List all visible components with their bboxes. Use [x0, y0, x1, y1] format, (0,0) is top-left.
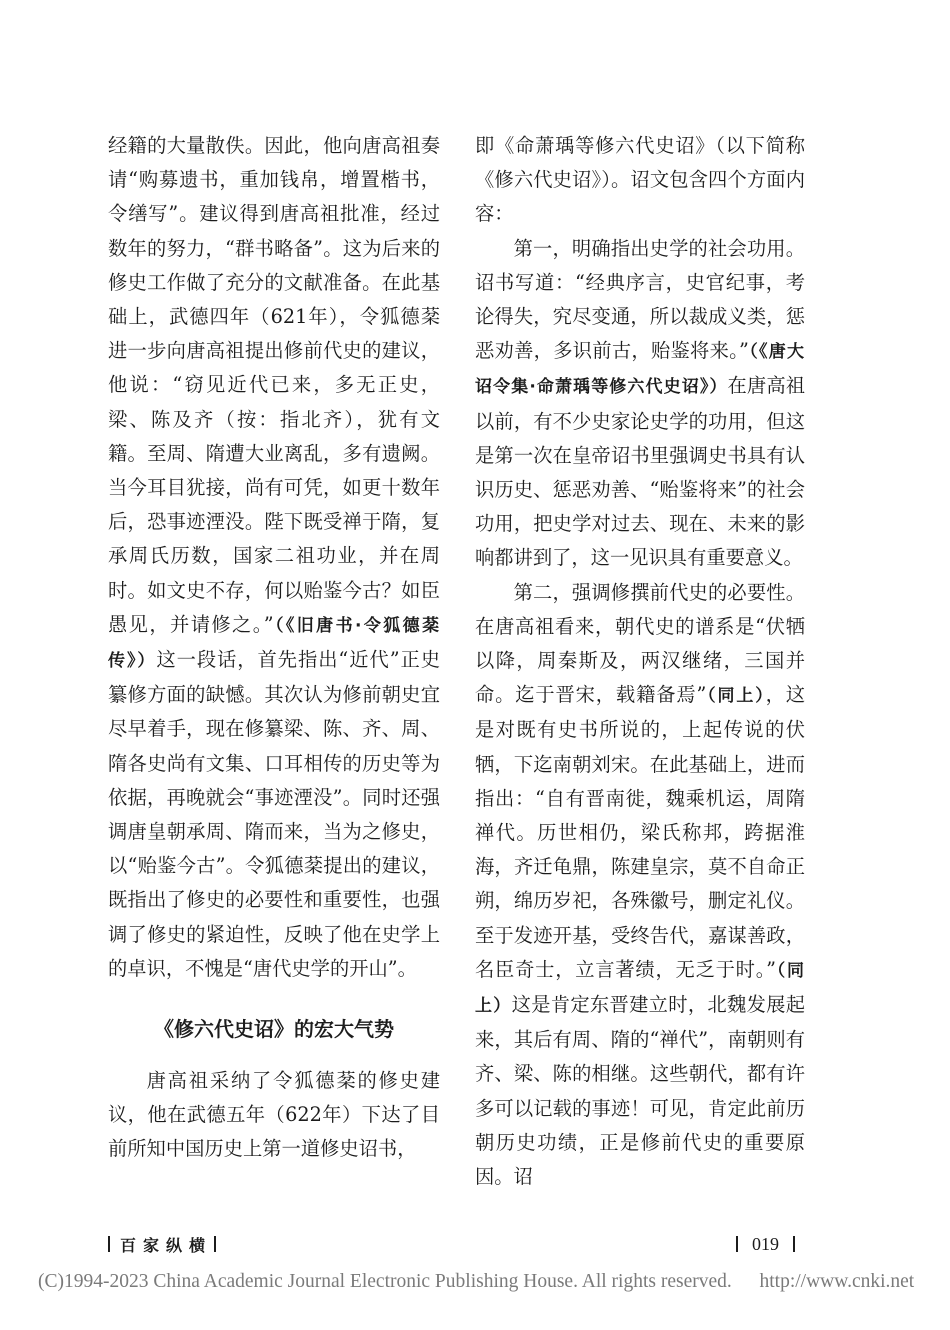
left-paragraph-2: 唐高祖采纳了令狐德棻的修史建议，他在武德五年（622年）下达了目前所知中国历史上第一道修史诏书，	[108, 1069, 440, 1161]
footer-section	[108, 1233, 226, 1255]
citation-ibid-2: （同上）	[475, 960, 806, 1017]
right-paragraph-1: 即《命萧瑀等修六代史诏》（以下简称《修六代史诏》）。诏文包含四个方面内容：	[475, 134, 805, 226]
left-column	[108, 129, 440, 1167]
right-paragraph-3: 第二，强调修撰前代史的必要性。在唐高祖看来，朝代史的谱系是“伏牺以降，周秦斯及，两汉继绪，三国并命。迄于晋宋，载籍备焉”（同上），这是对既有史书所说的，上起传说的伏牺，下迄南朝刘宋。在此基础上，进而指出：“自有晋南徙，魏乘机运，周隋禅代。历世相仍，梁氏称邦，跨据淮海，齐迁龟鼎，陈建皇宗，莫不自命正朔，绵历岁祀，各殊徽号，删定礼仪。至于发迹开基，受终告代，嘉谋善政，名臣奇士，立言著绩，无乏于时。”（同上）这是肯定东晋建立时，北魏发展起来，其后有周、隋的“禅代”，南朝则有齐、梁、陈的相继。这些朝代，都有许多可以记载的事迹！可见，肯定此前历朝历史功绩，正是修前代史的重要原因。诏	[475, 580, 806, 1189]
citation-ibid-1: （同上）	[706, 686, 766, 707]
right-paragraph-2: 第一，明确指出史学的社会功用。诏书写道：“经典序言，史官纪事，考论得失，究尽变通，所以裁成义类，惩恶劝善，多识前古，贻鉴将来。”（《唐大诏令集·命萧瑀等修六代史诏》）在唐高祖以前，有不少史家论史学的功用，但这是第一次在皇帝诏书里强调史书具有认识历史、惩恶劝善、“贻鉴将来”的社会功用，把史学对过去、现在、未来的影响都讲到了，这一见识具有重要意义。	[475, 236, 805, 570]
footer-divider	[108, 1236, 110, 1252]
copyright-text: (C)1994-2023 China Academic Journal Electronic Publishing House. All rights reserved.	[38, 1271, 732, 1292]
footer-divider	[736, 1236, 738, 1252]
citation-datang-zhaoling: （《唐大诏令集·命萧瑀等修六代史诏》）	[475, 342, 805, 398]
footer-divider	[793, 1236, 795, 1252]
page-number: 019	[752, 1233, 779, 1254]
section-title: 《修六代史诏》的宏大气势	[154, 1017, 394, 1042]
footer-section-name: 百家纵横	[120, 1235, 213, 1255]
cnki-url: http://www.cnki.net	[759, 1271, 915, 1292]
left-paragraph-1: 经籍的大量散佚。因此，他向唐高祖奏请“购募遗书，重加钱帛，增置楷书，令缮写”。建议得到唐高祖批准，经过数年的努力，“群书略备”。这为后来的修史工作做了充分的文献准备。在此基础上，武德四年（621年），令狐德棻进一步向唐高祖提出修前代史的建议，他说：“窃见近代已来，多无正史，梁、陈及齐（按：指北齐），犹有文籍。至周、隋遭大业离乱，多有遗阙。当今耳目犹接，尚有可凭，如更十数年后，恐事迹湮没。陛下既受禅于隋，复承周氏历数，国家二祖功业，并在周时。如文史不存，何以贻鉴今古？如臣愚见，并请修之。”（《旧唐书·令狐德棻传》）这一段话，首先指出“近代”正史纂修方面的缺憾。其次认为修前朝史宜尽早着手，现在修纂梁、陈、齐、周、隋各史尚有文集、口耳相传的历史等为依据，再晚就会“事迹湮没”。同时还强调唐皇朝承周、隋而来，当为之修史，以“贻鉴今古”。令狐德棻提出的建议，既指出了修史的必要性和重要性，也强调了修史的紧迫性，反映了他在史学上的卓识，不愧是“唐代史学的开山”。	[108, 134, 441, 980]
copyright-watermark	[38, 1271, 950, 1293]
footer-page	[736, 1233, 805, 1255]
citation-jiutangshu: （《旧唐书·令狐德棻传》）	[108, 615, 440, 672]
footer-divider	[214, 1236, 216, 1252]
right-column	[475, 129, 805, 1194]
